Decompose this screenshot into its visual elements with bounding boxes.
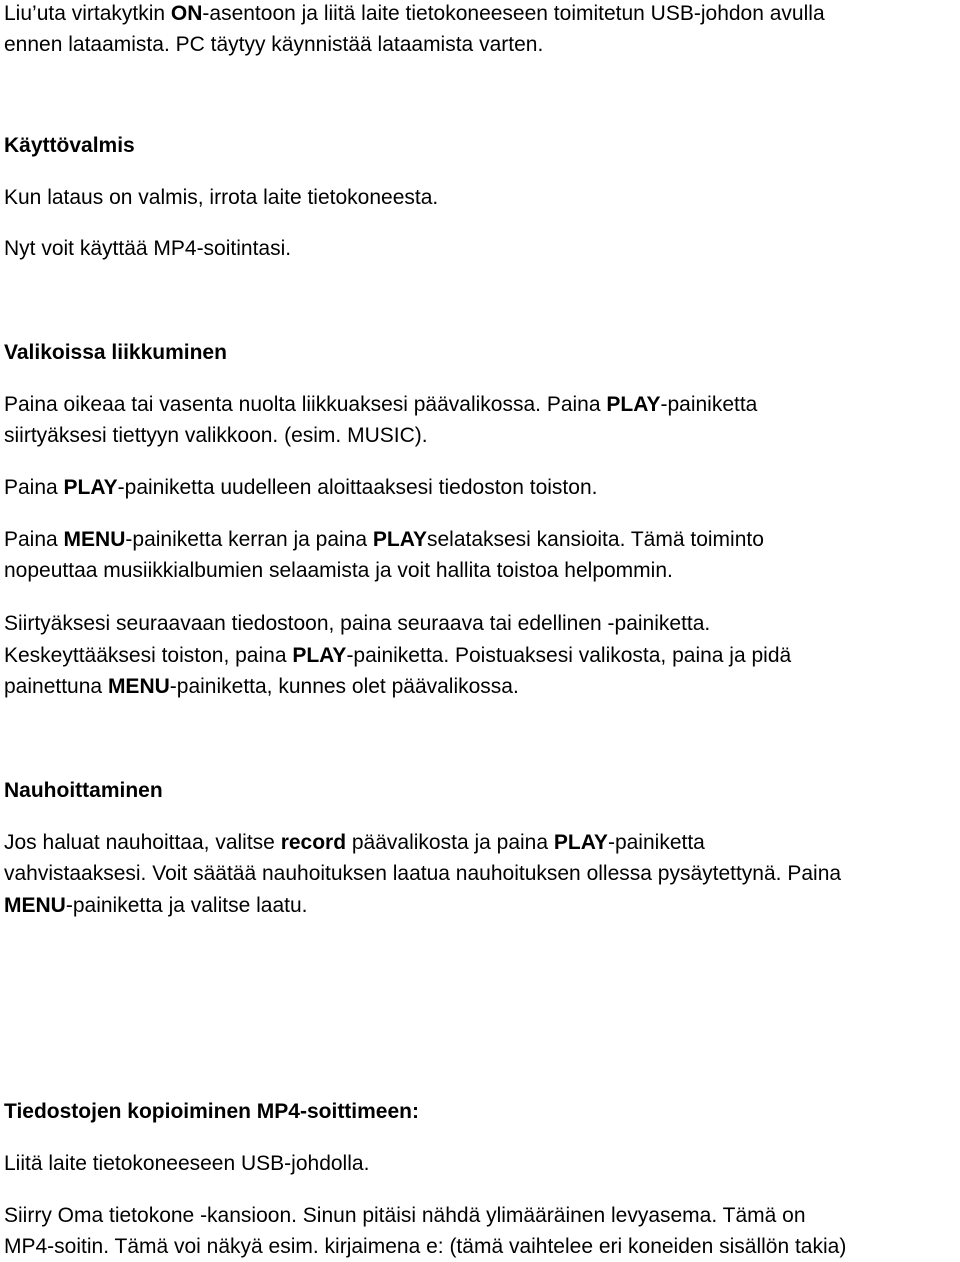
ready-paragraph-2: Nyt voit käyttää MP4-soitintasi.	[4, 237, 292, 260]
heading-copy: Tiedostojen kopioiminen MP4-soittimeen:	[4, 1100, 419, 1123]
intro-line-1: Liu’uta virtakytkin ON-asentoon ja liitä laite tietokoneeseen toimitetun USB-johdon avulla	[4, 2, 825, 25]
heading-record: Nauhoittaminen	[4, 779, 163, 802]
menus-paragraph-2: Paina PLAY-painiketta uudelleen aloittaaksesi tiedoston toiston.	[4, 476, 598, 499]
ready-paragraph-1: Kun lataus on valmis, irrota laite tietokoneesta.	[4, 186, 439, 209]
copy-paragraph-1: Liitä laite tietokoneeseen USB-johdolla.	[4, 1152, 370, 1175]
copy-paragraph-2-line-1: Siirry Oma tietokone -kansioon. Sinun pitäisi nähdä ylimääräinen levyasema. Tämä on	[4, 1204, 806, 1227]
record-paragraph-line-1: Jos haluat nauhoittaa, valitse record päävalikosta ja paina PLAY-painiketta	[4, 831, 705, 854]
menus-paragraph-4-line-1: Siirtyäksesi seuraavaan tiedostoon, paina seuraava tai edellinen -painiketta.	[4, 612, 711, 635]
intro-line-2: ennen lataamista. PC täytyy käynnistää lataamista varten.	[4, 33, 544, 56]
heading-menus: Valikoissa liikkuminen	[4, 341, 227, 364]
copy-paragraph-2-line-2: MP4-soitin. Tämä voi näkyä esim. kirjaimena e: (tämä vaihtelee eri koneiden sisällön takia)	[4, 1235, 847, 1258]
heading-ready: Käyttövalmis	[4, 134, 135, 157]
menus-paragraph-4-line-2: Keskeyttääksesi toiston, paina PLAY-painiketta. Poistuaksesi valikosta, paina ja pidä	[4, 644, 792, 667]
menus-paragraph-3-line-2: nopeuttaa musiikkialbumien selaamista ja voit hallita toistoa helpommin.	[4, 559, 673, 582]
menus-paragraph-1-line-1: Paina oikeaa tai vasenta nuolta liikkuaksesi päävalikossa. Paina PLAY-painiketta	[4, 393, 758, 416]
record-paragraph-line-3: MENU-painiketta ja valitse laatu.	[4, 894, 308, 917]
record-paragraph-line-2: vahvistaaksesi. Voit säätää nauhoituksen laatua nauhoituksen ollessa pysäytettynä. Paina	[4, 862, 842, 885]
menus-paragraph-3-line-1: Paina MENU-painiketta kerran ja paina PLAYselataksesi kansioita. Tämä toiminto	[4, 528, 764, 551]
menus-paragraph-4-line-3: painettuna MENU-painiketta, kunnes olet päävalikossa.	[4, 675, 519, 698]
menus-paragraph-1-line-2: siirtyäksesi tiettyyn valikkoon. (esim. MUSIC).	[4, 424, 428, 447]
